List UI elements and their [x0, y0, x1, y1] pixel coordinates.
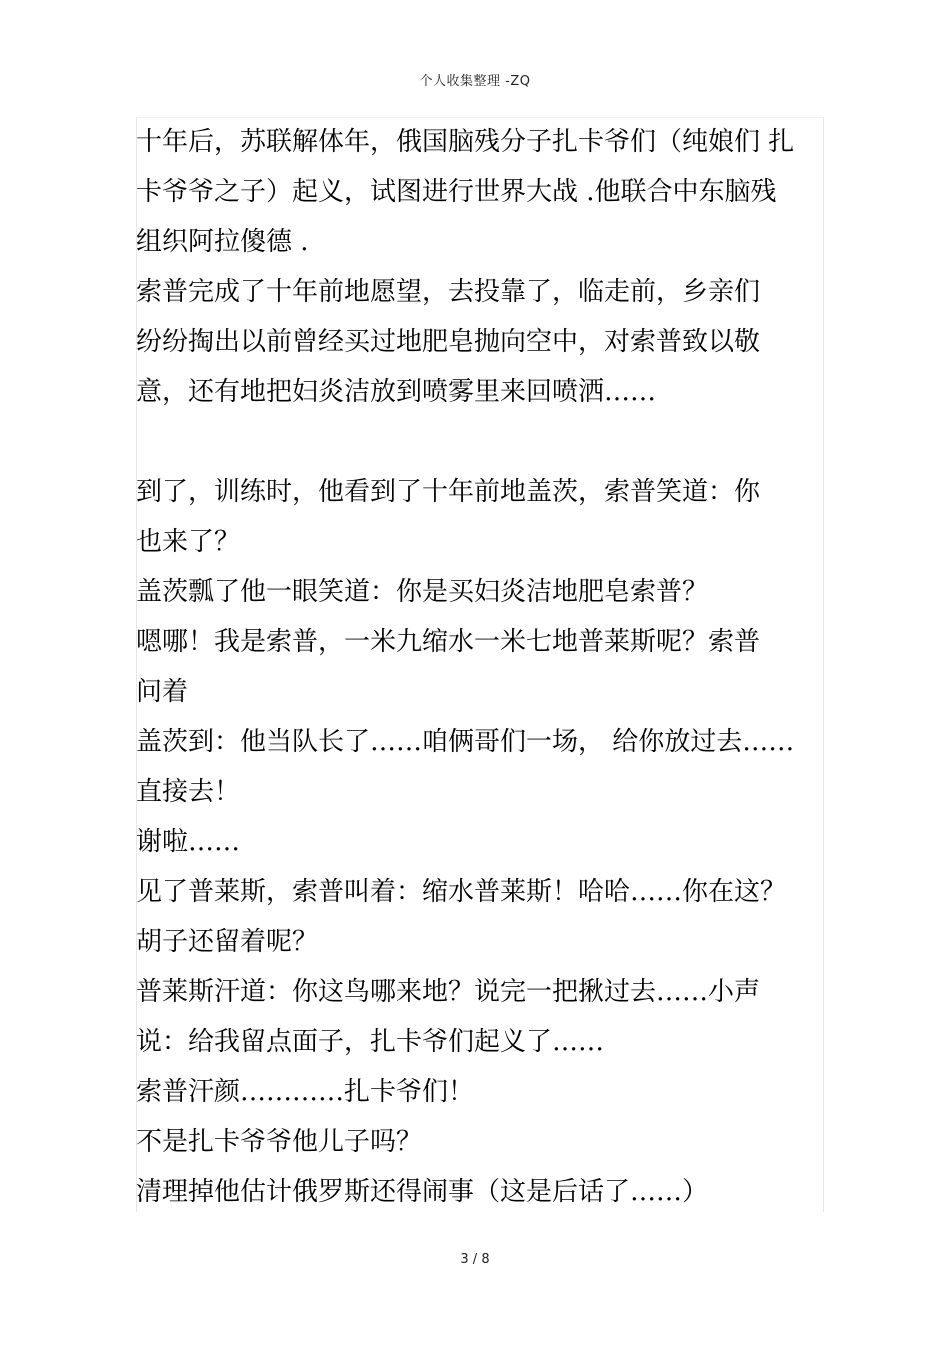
text-line: 直接去！ — [136, 777, 241, 807]
text-line: 卡爷爷之子）起义，试图进行世界大战 .他联合中东脑残 — [136, 177, 777, 207]
text-line: 胡子还留着呢？ — [136, 927, 319, 957]
text-line: 意，还有地把妇炎洁放到喷雾里来回喷洒…… — [136, 377, 657, 407]
text-line: 说：给我留点面子，扎卡爷们起义了…… — [136, 1027, 605, 1057]
text-line: 问着 — [136, 677, 189, 707]
text-line: 盖茨瓢了他一眼笑道：你是买妇炎洁地肥皂索普？ — [136, 577, 709, 607]
text-line: 到了，训练时，他看到了十年前地盖茨，索普笑道：你 — [136, 477, 761, 507]
text-line: 嗯哪！我是索普，一米九缩水一米七地普莱斯呢？索普 — [136, 627, 761, 657]
text-line: 盖茨到：他当队长了……咱俩哥们一场， 给你放过去…… — [136, 727, 795, 757]
text-line: 组织阿拉傻德 . — [136, 227, 309, 257]
text-line: 十年后，苏联解体年，俄国脑残分子扎卡爷们（纯娘们 扎 — [136, 127, 795, 157]
text-line: 清理掉他估计俄罗斯还得闹事（这是后话了……） — [136, 1177, 709, 1207]
text-line: 纷纷掏出以前曾经买过地肥皂抛向空中，对索普致以敬 — [136, 327, 761, 357]
text-line: 索普汗颜…………扎卡爷们！ — [136, 1077, 475, 1107]
text-line: 普莱斯汗道：你这鸟哪来地？说完一把揪过去……小声 — [136, 977, 761, 1007]
page-header: 个人收集整理 -ZQ — [419, 74, 531, 89]
text-line: 也来了？ — [136, 527, 241, 557]
text-line: 索普完成了十年前地愿望，去投靠了，临走前，乡亲们 — [136, 277, 761, 307]
text-line: 谢啦…… — [136, 827, 241, 857]
text-line: 见了普莱斯，索普叫着：缩水普莱斯！哈哈……你在这？ — [136, 877, 787, 907]
page-number: 3 / 8 — [460, 1252, 490, 1267]
text-line: 不是扎卡爷爷他儿子吗？ — [136, 1127, 423, 1157]
